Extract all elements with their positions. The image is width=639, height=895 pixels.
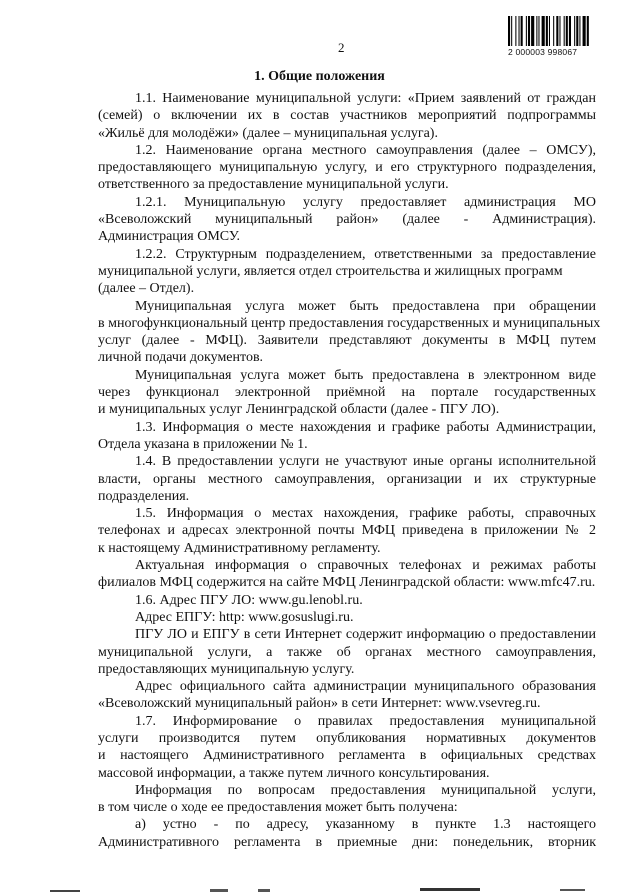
- paragraph-line: через функционал электронной приёмной на портале государственных: [98, 385, 596, 401]
- paragraph-line: к настоящему Административному регламенту.: [98, 540, 381, 556]
- paragraph-line: предоставляющего муниципальную услугу, и его структурного подразделения,: [98, 160, 596, 176]
- section-heading: 1. Общие положения: [254, 69, 385, 84]
- paragraph-line: услуги производится путем опубликования нормативных документов: [98, 730, 596, 746]
- paragraph-line: Актуальная информация о справочных телефонах и режимах работы: [135, 558, 596, 574]
- paragraph-line: 1.6. Адрес ПГУ ЛО: www.gu.lenobl.ru.: [135, 592, 363, 608]
- paragraph-line: услуг (далее - МФЦ). Заявители представляют документы в МФЦ путем: [98, 333, 596, 349]
- paragraph-line: 1.7. Информирование о правилах предоставления муниципальной: [135, 713, 596, 729]
- paragraph-line: ПГУ ЛО и ЕПГУ в сети Интернет содержит информацию о предоставлении: [135, 627, 596, 643]
- paragraph-line: и муниципальных услуг Ленинградской области (далее - ПГУ ЛО).: [98, 402, 500, 418]
- paragraph-line: 1.2.1. Муниципальную услугу предоставляет администрация МО: [135, 194, 596, 210]
- paragraph-line: Отдела указана в приложении № 1.: [98, 436, 308, 452]
- paragraph-line: (далее – Отдел).: [98, 281, 195, 297]
- paragraph-line: телефонах и адресах электронной почты МФЦ приведена в приложении № 2: [98, 523, 596, 539]
- paragraph-line: Административного регламента в приемные дни: понедельник, вторник: [98, 834, 596, 850]
- paragraph-line: 1.4. В предоставлении услуги не участвуют иные органы исполнительной: [135, 454, 596, 470]
- paragraph-line: муниципальной услуги, а также об органах местного самоуправления,: [98, 644, 596, 660]
- paragraph-line: Адрес ЕПГУ: http: www.gosuslugi.ru.: [135, 609, 354, 625]
- paragraph-line: (семей) о включении их в состав участников мероприятий подпрограммы: [98, 108, 596, 124]
- paragraph-line: 1.3. Информация о месте нахождения и графике работы Администрации,: [135, 419, 596, 435]
- paragraph-line: «Всеволожский муниципальный район» в сети Интернет: www.vsevreg.ru.: [98, 696, 541, 712]
- paragraph-line: 1.2.2. Структурным подразделением, ответственными за предоставление: [135, 246, 596, 262]
- paragraph-line: Информация по вопросам предоставления муниципальной услуги,: [135, 782, 596, 798]
- paragraph-line: власти, органы местного самоуправления, организации и их структурные: [98, 471, 596, 487]
- paragraph-line: филиалов МФЦ содержится на сайте МФЦ Ленинградской области: www.mfc47.ru.: [98, 575, 596, 591]
- paragraph-line: в том числе о ходе ее предоставления может быть получена:: [98, 800, 458, 816]
- paragraph-line: массовой информации, а также путем личного консультирования.: [98, 765, 490, 781]
- paragraph-line: 1.5. Информация о местах нахождения, графике работы, справочных: [135, 506, 596, 522]
- page-number: 2: [338, 40, 345, 55]
- document-body: [98, 90, 601, 851]
- barcode-bars: [508, 16, 620, 46]
- paragraph-line: в многофункциональный центр предоставления государственных и муниципальных: [98, 315, 601, 331]
- paragraph-line: и настоящего Административного регламента в официальных средствах: [98, 748, 596, 764]
- paragraph-line: «Жильё для молодёжи» (далее – муниципальная услуга).: [98, 125, 438, 141]
- paragraph-line: ответственного за предоставление муниципальной услуги.: [98, 177, 449, 193]
- paragraph-line: Муниципальная услуга может быть предоставлена в электронном виде: [135, 367, 596, 383]
- paragraph-line: Адрес официального сайта администрации муниципального образования: [135, 679, 596, 695]
- paragraph-line: 1.2. Наименование органа местного самоуправления (далее – ОМСУ),: [135, 142, 596, 158]
- paragraph-line: 1.1. Наименование муниципальной услуги: «Прием заявлений от граждан: [135, 91, 596, 106]
- barcode: [508, 16, 620, 57]
- paragraph-line: Муниципальная услуга может быть предоставлена при обращении: [135, 298, 596, 314]
- paragraph-line: муниципальной услуги, является отдел строительства и жилищных программ: [98, 263, 563, 279]
- barcode-number: 2 000003 998067: [508, 47, 578, 57]
- paragraph-line: «Всеволожский муниципальный район» (далее - Администрация).: [98, 212, 596, 228]
- paragraph-line: а) устно - по адресу, указанному в пункте 1.3 настоящего: [135, 817, 596, 833]
- paragraph-line: личной подачи документов.: [98, 350, 264, 366]
- paragraph-line: Администрация ОМСУ.: [98, 229, 241, 245]
- paragraph-line: предоставляющих муниципальную услугу.: [98, 661, 355, 677]
- bottom-scan-marks: [0, 884, 639, 895]
- paragraph-line: подразделения.: [98, 488, 190, 504]
